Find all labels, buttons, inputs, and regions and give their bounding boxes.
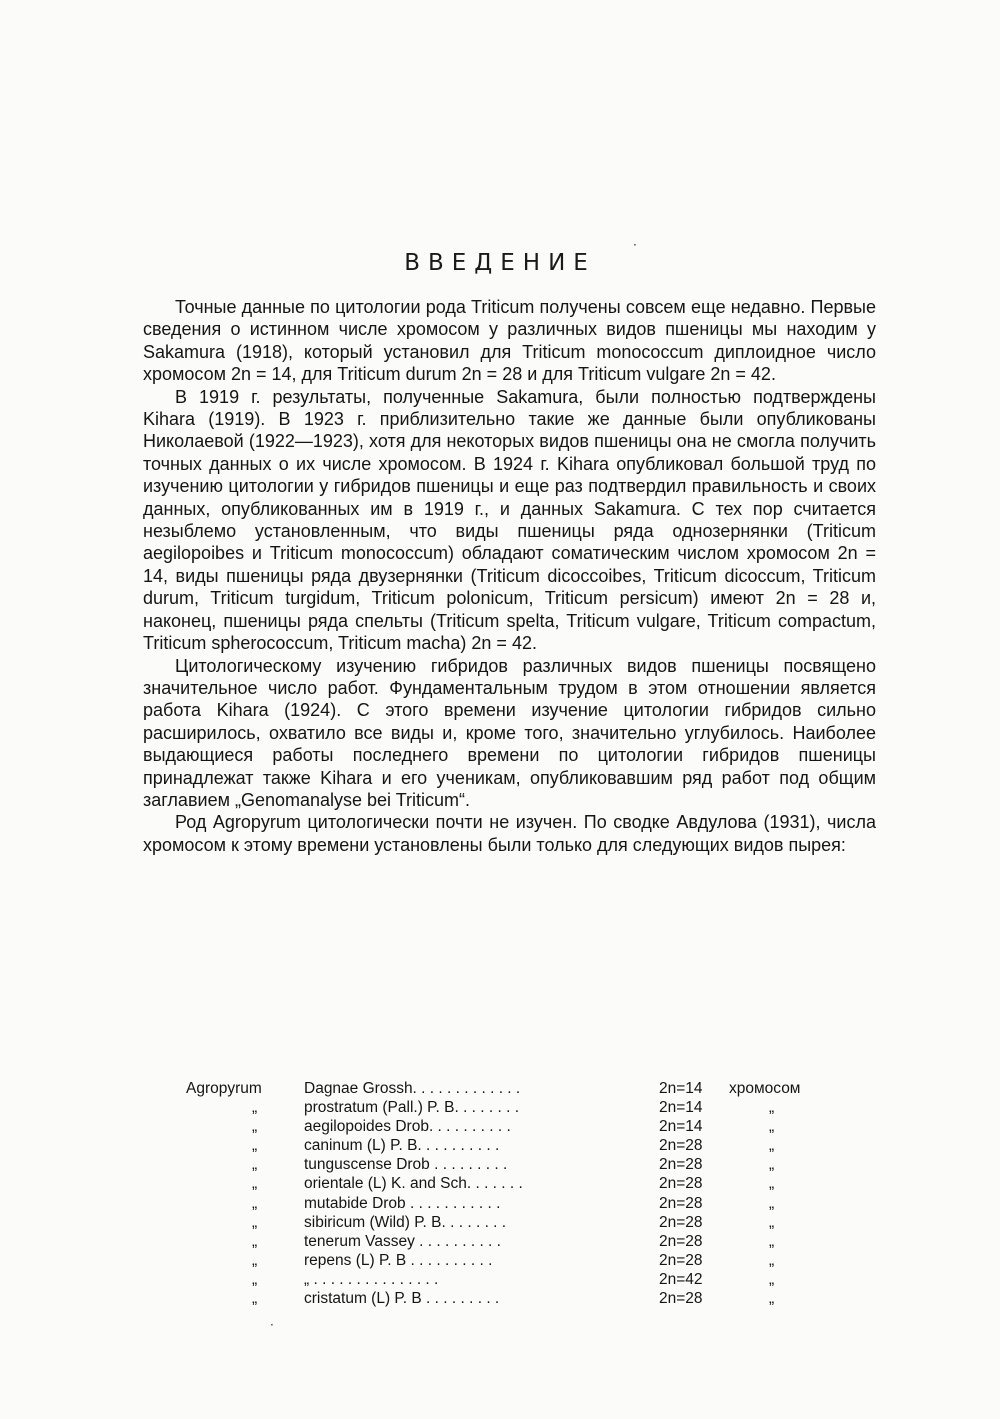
list-item [186, 1289, 836, 1308]
species-name: orientale (L) K. and Sch. . . . . . . [304, 1175, 523, 1193]
page-title: ВВЕДЕНИЕ [404, 250, 596, 276]
ditto-mark: „ [252, 1213, 258, 1231]
ditto-mark: „ [252, 1156, 258, 1174]
species-name: mutabide Drob . . . . . . . . . . . [304, 1194, 501, 1212]
chromosome-count: 2n=28 [659, 1251, 703, 1269]
print-speck: · [633, 238, 637, 252]
chromosome-count: 2n=28 [659, 1232, 703, 1250]
list-item [186, 1174, 836, 1193]
list-item [186, 1251, 836, 1270]
ditto-mark: „ [769, 1137, 775, 1155]
ditto-mark: „ [252, 1251, 258, 1269]
chromosome-count: 2n=14 [659, 1080, 703, 1097]
species-name: „ . . . . . . . . . . . . . . . [304, 1270, 439, 1288]
list-item [186, 1232, 836, 1251]
ditto-mark: „ [769, 1290, 775, 1308]
paragraph: Род Agropyrum цитологически почти не изучен. По сводке Авдулова (1931), числа хромосом к этому времени установлены были только для следующих видов пырея: [143, 812, 876, 855]
ditto-mark: „ [769, 1251, 775, 1269]
chromosome-count: 2n=28 [659, 1194, 703, 1212]
ditto-mark: „ [252, 1137, 258, 1155]
species-name: aegilopoides Drob. . . . . . . . . . [304, 1118, 511, 1136]
species-name: tunguscense Drob . . . . . . . . . [304, 1156, 508, 1174]
chromosome-count: 2n=28 [659, 1213, 703, 1231]
ditto-mark: „ [769, 1232, 775, 1250]
ditto-mark: „ [252, 1118, 258, 1136]
ditto-mark: „ [769, 1118, 775, 1136]
species-name: prostratum (Pall.) P. B. . . . . . . . [304, 1099, 520, 1117]
ditto-mark: „ [252, 1175, 258, 1193]
paragraph: Точные данные по цитологии рода Triticum получены совсем еще недавно. Первые сведения о истинном числе хромосом у различных видов пшеницы мы находим у Sakamura (1918), который установил для Triticum monococcum диплоидное число хромосом 2n = 14, для Triticum durum 2n = 28 и для Triticum vulgare 2n = 42. [143, 297, 876, 385]
paragraph: В 1919 г. результаты, полученные Sakamura, были полностью подтверждены Kihara (1919). В 1923 г. приблизительно такие же данные были опубликованы Николаевой (1922—1923), хотя для некоторых видов пшеницы она не смогла получить точных данных о их числе хромосом. В 1924 г. Kihara опубликовал большой труд по изучению цитологии у гибридов пшеницы и еще раз подтвердил правильность и своих данных, опубликованных им в 1919 г., и данных Sakamura. С тех пор считается незыблемо установленным, что виды пшеницы ряда однозернянки (Triticum aegilopoibes и Triticum monococcum) обладают соматическим числом хромосом 2n = 14, виды пшеницы ряда двузернянки (Triticum dicoccoibes, Triticum dicoccum, Triticum durum, Triticum turgidum, Triticum polonicum, Triticum persicum) имеют 2n = 28 и, наконец, пшеницы ряда спельты (Triticum spelta, Triticum vulgare, Triticum compactum, Triticum spherococcum, Triticum macha) 2n = 42. [143, 386, 876, 654]
chromosome-count: 2n=14 [659, 1118, 703, 1136]
species-name: Dagnae Grossh. . . . . . . . . . . . . [304, 1080, 521, 1097]
list-item [186, 1155, 836, 1174]
list-item [186, 1098, 836, 1117]
chromosome-count: 2n=28 [659, 1137, 703, 1155]
ditto-mark: „ [769, 1270, 775, 1288]
ditto-mark: „ [252, 1099, 258, 1117]
list-item [186, 1194, 836, 1213]
print-speck: · [270, 1318, 274, 1332]
species-name: cristatum (L) P. B . . . . . . . . . [304, 1290, 500, 1308]
chromosome-count: 2n=28 [659, 1156, 703, 1174]
list-item [186, 1270, 836, 1289]
species-name: repens (L) P. B . . . . . . . . . . [304, 1251, 493, 1269]
species-name: caninum (L) P. B. . . . . . . . . . [304, 1137, 500, 1155]
ditto-mark: „ [769, 1099, 775, 1117]
chromosome-count: 2n=28 [659, 1175, 703, 1193]
ditto-mark: „ [252, 1232, 258, 1250]
list-item [186, 1213, 836, 1232]
chromosome-count: 2n=42 [659, 1270, 703, 1288]
unit-label: хромосом [729, 1080, 801, 1097]
ditto-mark: „ [252, 1194, 258, 1212]
ditto-mark: „ [252, 1270, 258, 1288]
ditto-mark: „ [769, 1156, 775, 1174]
ditto-mark: „ [252, 1290, 258, 1308]
list-item [186, 1117, 836, 1136]
list-item [186, 1079, 836, 1098]
species-name: tenerum Vassey . . . . . . . . . . [304, 1232, 501, 1250]
ditto-mark: „ [769, 1213, 775, 1231]
chromosome-count: 2n=14 [659, 1099, 703, 1117]
list-item [186, 1136, 836, 1155]
paragraph: Цитологическому изучению гибридов различных видов пшеницы посвящено значительное число работ. Фундаментальным трудом в этом отношении является работа Kihara (1924). С этого времени изучение цитологии гибридов сильно расширилось, охватило все виды и, кроме того, значительно углубилось. Наиболее выдающиеся работы последнего времени по цитологии гибридов пшеницы принадлежат также Kihara и его ученикам, опубликовавшим ряд работ под общим заглавием „Genomanalyse bei Triticum“. [143, 655, 876, 810]
ditto-mark: „ [769, 1175, 775, 1193]
chromosome-count: 2n=28 [659, 1290, 703, 1308]
species-name: sibiricum (Wild) P. B. . . . . . . . [304, 1213, 507, 1231]
ditto-mark: „ [769, 1194, 775, 1212]
species-list [186, 1079, 836, 1308]
body-text [143, 296, 876, 856]
genus-label: Agropyrum [186, 1080, 262, 1097]
